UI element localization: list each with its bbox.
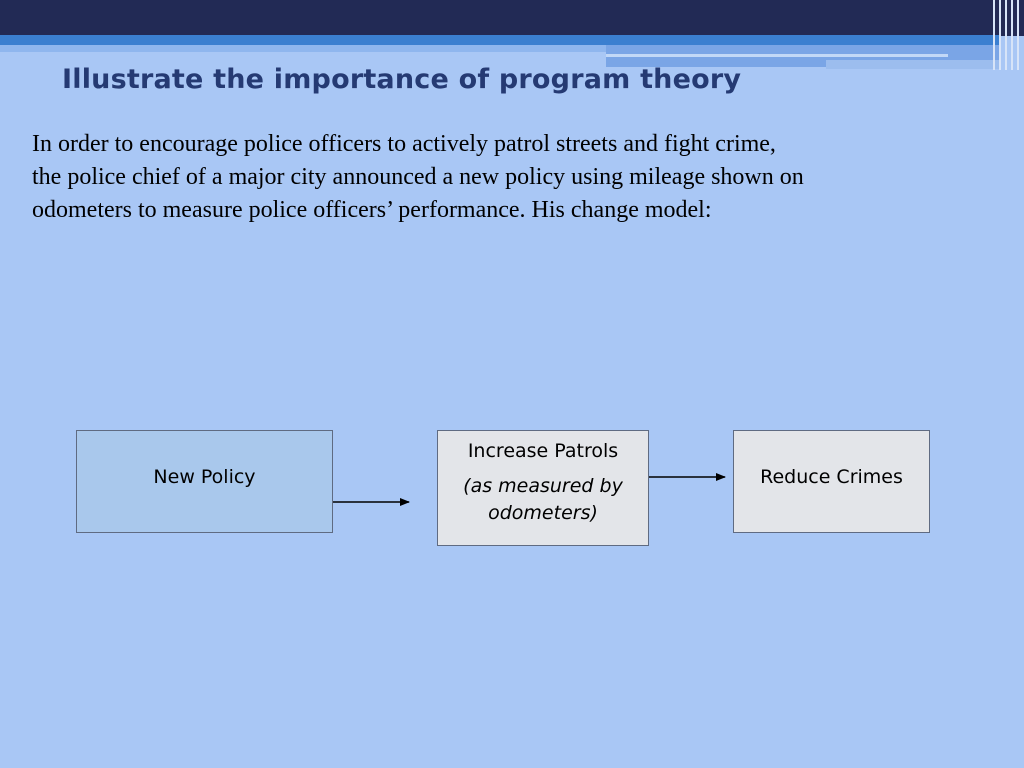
node-increase-patrols: [437, 430, 649, 546]
node-label: Increase Patrols: [467, 440, 619, 462]
header-light-stripe: [0, 45, 610, 52]
slide-title: Illustrate the importance of program theory: [62, 64, 742, 95]
body-paragraph: [32, 128, 992, 227]
header-blue-stripe: [0, 35, 1000, 45]
node-label: Reduce Crimes: [760, 466, 903, 488]
header-dark-band: [0, 0, 1024, 36]
body-line: In order to encourage police officers to actively patrol streets and fight crime,: [32, 131, 776, 157]
node-label: New Policy: [153, 466, 256, 488]
body-line: odometers to measure police officers’ performance. His change model:: [32, 197, 712, 223]
body-line: the police chief of a major city announced a new policy using mileage shown on: [32, 164, 804, 190]
header-corner-lines: [990, 0, 1024, 70]
node-sublabel: (as measured by odometers): [463, 475, 623, 524]
node-reduce-crimes: [733, 430, 930, 533]
header-accent-tail: [826, 60, 1000, 69]
node-new-policy: [76, 430, 333, 533]
header-thin-line: [606, 54, 948, 57]
